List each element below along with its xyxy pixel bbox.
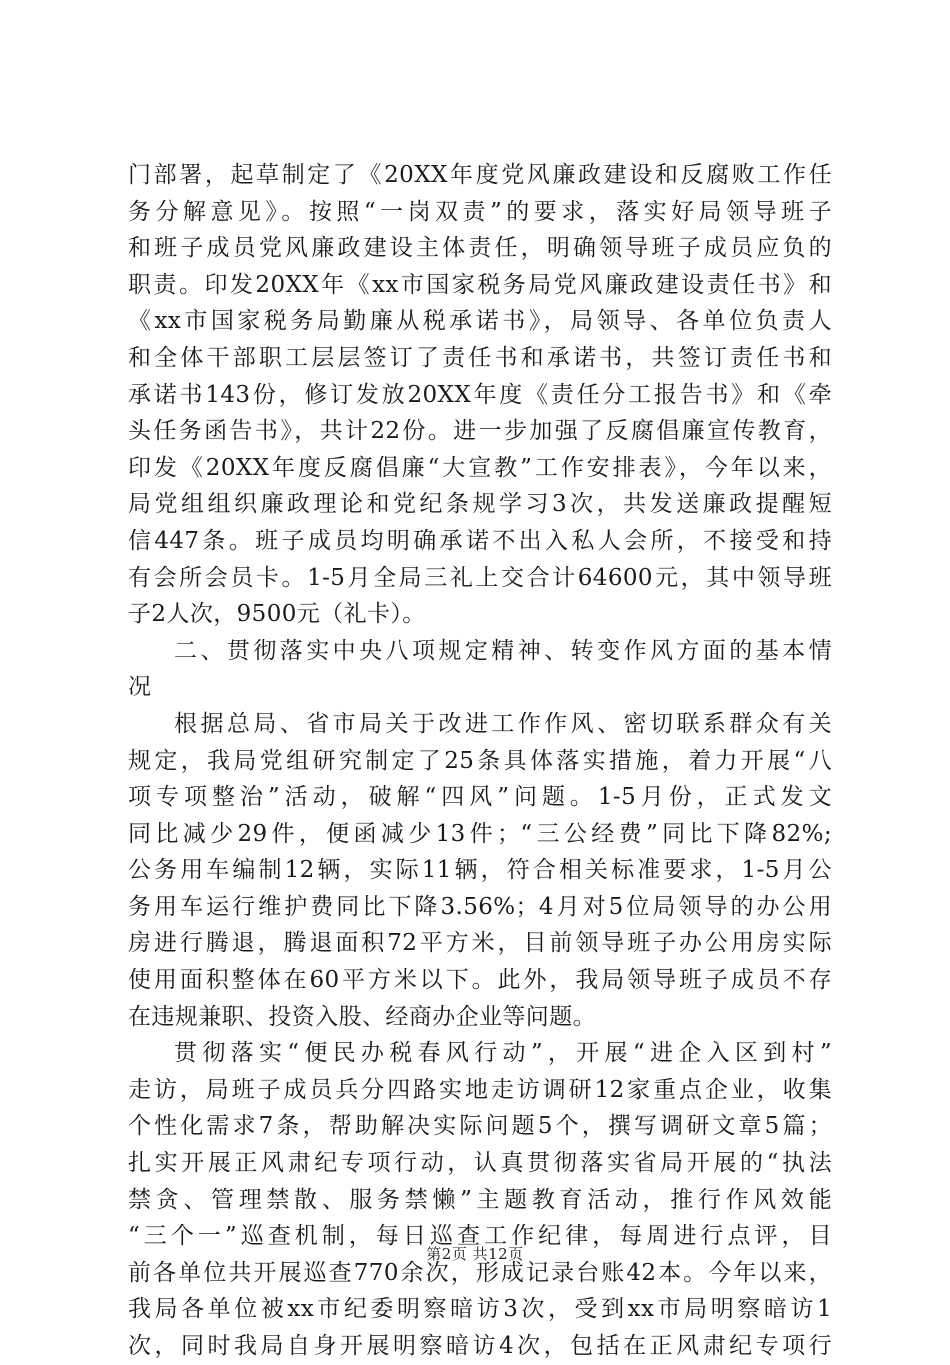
- text-line: 和全体干部职工层层签订了责任书和承诺书，共签订责任书和: [128, 344, 832, 371]
- text-line: 禁贪、管理禁散、服务禁懒”主题教育活动，推行作风效能: [128, 1186, 832, 1213]
- text-line: 项专项整治”活动，破解“四风”问题。1-5月份，正式发文: [128, 784, 832, 811]
- section-heading: 二、贯彻落实中央八项规定精神、转变作风方面的基本情: [174, 637, 832, 664]
- section-heading-continued: 况: [128, 674, 152, 701]
- text-line: 《xx市国家税务局勤廉从税承诺书》，局领导、各单位负责人: [128, 308, 832, 335]
- text-line: 门部署，起草制定了《20XX年度党风廉政建设和反腐败工作任: [128, 162, 832, 188]
- text-line: 局党组组织廉政理论和党纪条规学习3次，共发送廉政提醒短: [128, 491, 832, 518]
- text-line: 在违规兼职、投资入股、经商办企业等问题。: [128, 1003, 596, 1030]
- text-line: 使用面积整体在60平方米以下。此外，我局领导班子成员不存: [128, 967, 832, 994]
- text-line: 规定，我局党组研究制定了25条具体落实措施，着力开展“八: [128, 747, 832, 774]
- text-line: 前各单位共开展巡查770余次，形成记录台账42本。今年以来，: [128, 1259, 832, 1286]
- text-line: 印发《20XX年度反腐倡廉“大宣教”工作安排表》，今年以来，: [128, 454, 832, 481]
- text-line: 信447条。班子成员均明确承诺不出入私人会所，不接受和持: [128, 527, 832, 554]
- text-line: 房进行腾退，腾退面积72平方米，目前领导班子办公用房实际: [128, 930, 832, 957]
- text-line: 个性化需求7条，帮助解决实际问题5个，撰写调研文章5篇；: [128, 1113, 832, 1140]
- text-line: 子2人次，9500元（礼卡）。: [128, 601, 426, 628]
- text-line: 承诺书143份，修订发放20XX年度《责任分工报告书》和《牵: [128, 381, 832, 408]
- text-line: 务用车运行维护费同比下降3.56%；4月对5位局领导的办公用: [128, 893, 832, 920]
- text-line: 贯彻落实“便民办税春风行动”，开展“进企入区到村”: [174, 1040, 832, 1067]
- text-line: 同比减少29件，便函减少13件；“三公经费”同比下降82%;: [128, 820, 832, 847]
- text-line: 次，同时我局自身开展明察暗访4次，包括在正风肃纪专项行: [128, 1333, 832, 1359]
- text-line: 职责。印发20XX年《xx市国家税务局党风廉政建设责任书》和: [128, 271, 832, 298]
- page-number-footer: 第2页 共12页: [426, 1245, 524, 1263]
- text-line: 根据总局、省市局关于改进工作作风、密切联系群众有关: [174, 710, 832, 737]
- text-line: 走访，局班子成员兵分四路实地走访调研12家重点企业，收集: [128, 1076, 832, 1103]
- text-line: 有会所会员卡。1-5月全局三礼上交合计64600元，其中领导班: [128, 564, 832, 591]
- text-line: 扎实开展正风肃纪专项行动，认真贯彻落实省局开展的“执法: [128, 1150, 832, 1177]
- document-body: [128, 157, 832, 1365]
- text-line: 头任务函告书》，共计22份。进一步加强了反腐倡廉宣传教育，: [128, 418, 832, 445]
- text-line: 务分解意见》。按照“一岗双责”的要求，落实好局领导班子: [128, 198, 832, 225]
- text-line: 公务用车编制12辆，实际11辆，符合相关标准要求，1-5月公: [128, 857, 832, 884]
- text-line: 我局各单位被xx市纪委明察暗访3次，受到xx市局明察暗访1: [128, 1296, 832, 1323]
- text-line: 和班子成员党风廉政建设主体责任，明确领导班子成员应负的: [128, 235, 832, 262]
- text-line: “三个一”巡查机制，每日巡查工作纪律，每周进行点评，目: [128, 1223, 832, 1250]
